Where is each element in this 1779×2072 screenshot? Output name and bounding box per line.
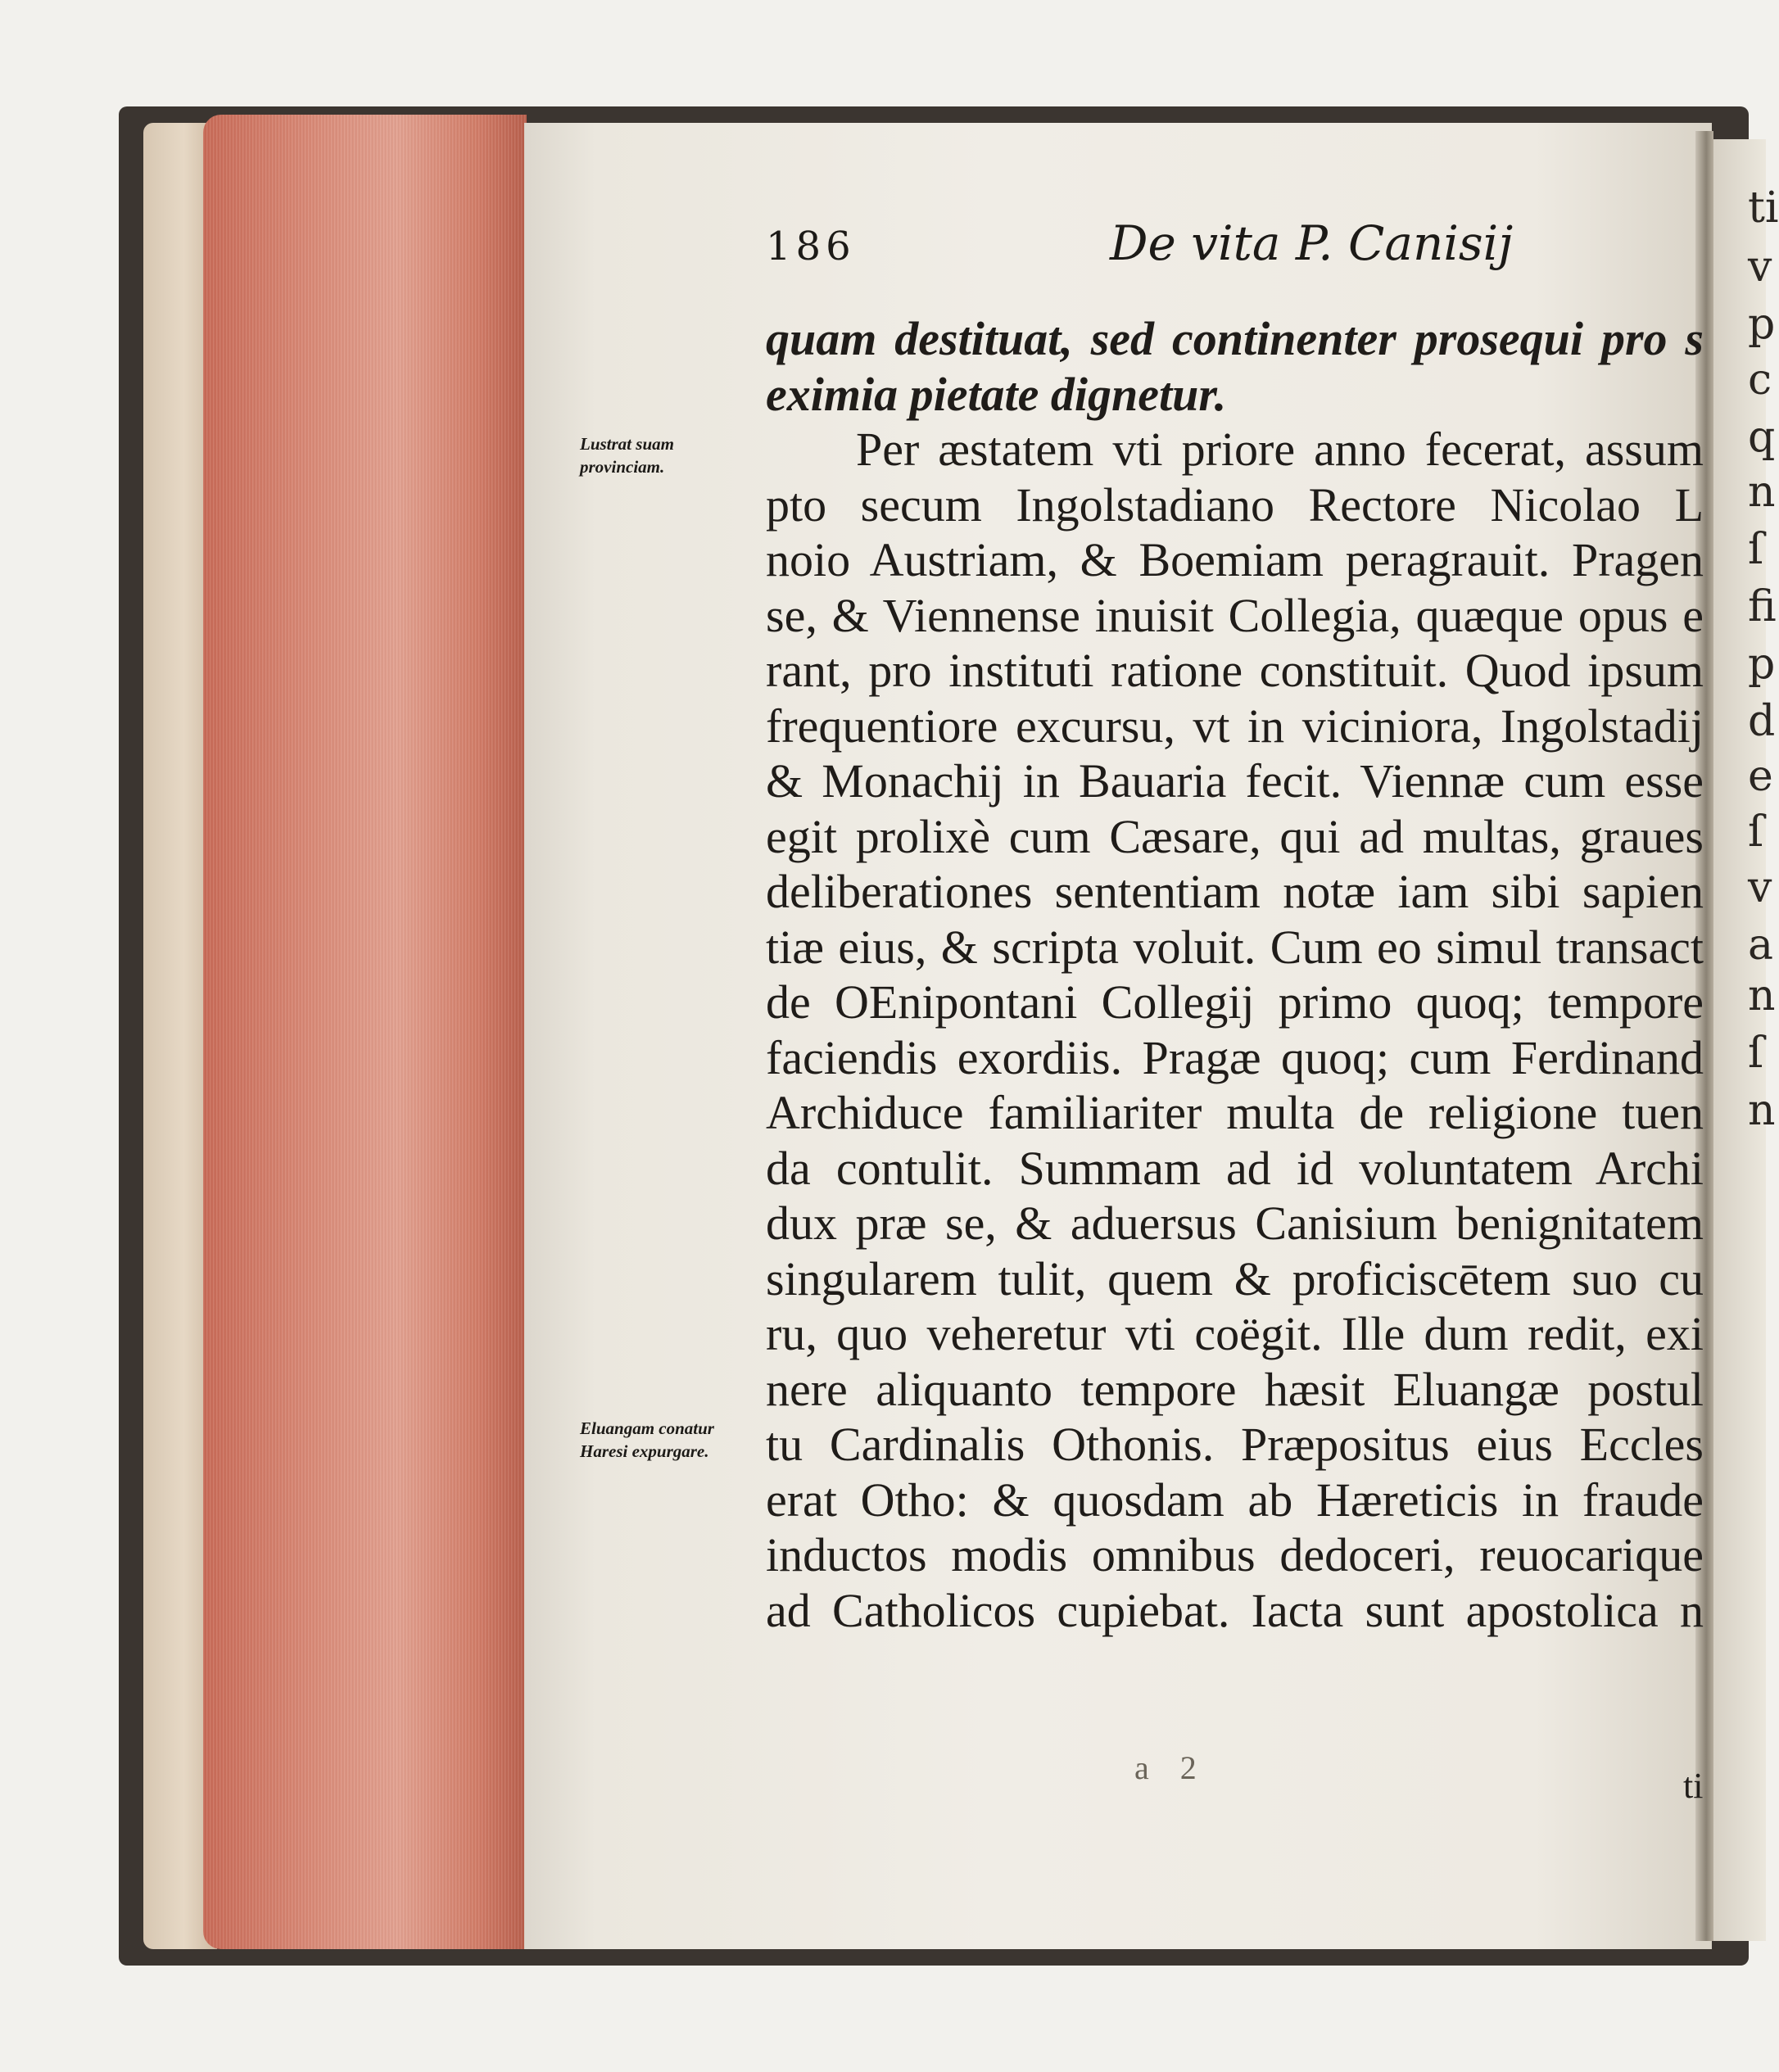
facing-fragment: ſ xyxy=(1748,525,1764,574)
text-line: faciendis exordiis. Pragæ quoq; cum Ferdinand xyxy=(766,1030,1704,1084)
facing-fragment: ſ xyxy=(1748,1029,1764,1078)
running-title: De vita P. Canisij xyxy=(1110,215,1514,271)
facing-fragment: ti xyxy=(1748,183,1779,233)
margin-note: Eluangam conatur Haresi expurgare. xyxy=(580,1418,714,1461)
facing-fragment: a xyxy=(1748,921,1774,970)
text-line: Archiduce familiariter multa de religione tuen xyxy=(766,1086,1704,1139)
text-line: ru, quo veheretur vti coëgit. Ille dum redit, exi xyxy=(766,1307,1704,1360)
text-line: ad Catholicos cupiebat. Iacta sunt apostolica n xyxy=(766,1583,1704,1637)
text-line: nere aliquanto tempore hæsit Eluangæ postul xyxy=(766,1362,1704,1416)
running-head xyxy=(766,215,1749,272)
facing-page xyxy=(1713,139,1779,1941)
margin-note: Lustrat suam provinciam. xyxy=(580,434,674,477)
facing-fragment: p xyxy=(1748,640,1776,689)
text-line: da contulit. Summam ad id voluntatem Archi xyxy=(766,1141,1704,1195)
text-line: frequentiore excursu, vt in viciniora, Ingolstadij xyxy=(766,699,1704,753)
facing-fragment: d xyxy=(1748,697,1776,746)
text-line: tu Cardinalis Othonis. Præpositus eius Eccles xyxy=(766,1418,1704,1471)
text-line: deliberationes sententiam notæ iam sibi sapien xyxy=(766,865,1704,918)
text-line: rant, pro instituti ratione constituit. Quod ipsum xyxy=(766,644,1704,697)
facing-fragment: fi xyxy=(1748,582,1777,631)
facing-fragment: c xyxy=(1748,355,1772,405)
text-line: inductos modis omnibus dedoceri, reuocarique xyxy=(766,1528,1704,1581)
text-line: & Monachij in Bauaria fecit. Viennæ cum esse xyxy=(766,754,1704,808)
text-line: dux præ se, & aduersus Canisium benignitatem xyxy=(766,1197,1704,1250)
text-line: tiæ eius, & scripta voluit. Cum eo simul transact xyxy=(766,920,1704,974)
facing-fragment: p xyxy=(1748,300,1776,349)
text-line: Per æstatem vti priore anno fecerat, assum xyxy=(856,423,1704,476)
facing-fragment: v xyxy=(1748,242,1772,292)
text-line: quam destituat, sed continenter prosequi pro s xyxy=(766,312,1704,365)
text-line: pto secum Ingolstadiano Rectore Nicolao L xyxy=(766,477,1704,532)
text-line: egit prolixè cum Cæsare, qui ad multas, graues xyxy=(766,809,1704,863)
facing-fragment: n xyxy=(1748,1086,1776,1135)
text-line: eximia pietate dignetur. xyxy=(766,367,1227,421)
page-number: 186 xyxy=(766,224,856,269)
facing-fragment: e xyxy=(1748,752,1773,801)
body-text xyxy=(766,311,1704,1638)
text-line: se, & Viennense inuisit Collegia, quæque opus e xyxy=(766,588,1704,642)
text-line: de OEnipontani Collegij primo quoq; tempore xyxy=(766,975,1704,1029)
facing-fragment: ſ xyxy=(1748,808,1764,857)
text-line: singularem tulit, quem & proficiscētem suo cu xyxy=(766,1251,1704,1305)
facing-fragment: n xyxy=(1748,971,1776,1020)
red-page-edges xyxy=(203,115,527,1949)
facing-fragment: v xyxy=(1748,863,1772,912)
facing-fragment: n xyxy=(1748,468,1776,517)
text-line: erat Otho: & quosdam ab Hæreticis in fraude xyxy=(766,1473,1704,1527)
catchword: ti xyxy=(1683,1766,1704,1806)
text-line: noio Austriam, & Boemiam peragrauit. Pragen xyxy=(766,533,1704,586)
facing-fragment: q xyxy=(1748,413,1776,462)
signature-mark: a 2 xyxy=(1134,1749,1208,1786)
